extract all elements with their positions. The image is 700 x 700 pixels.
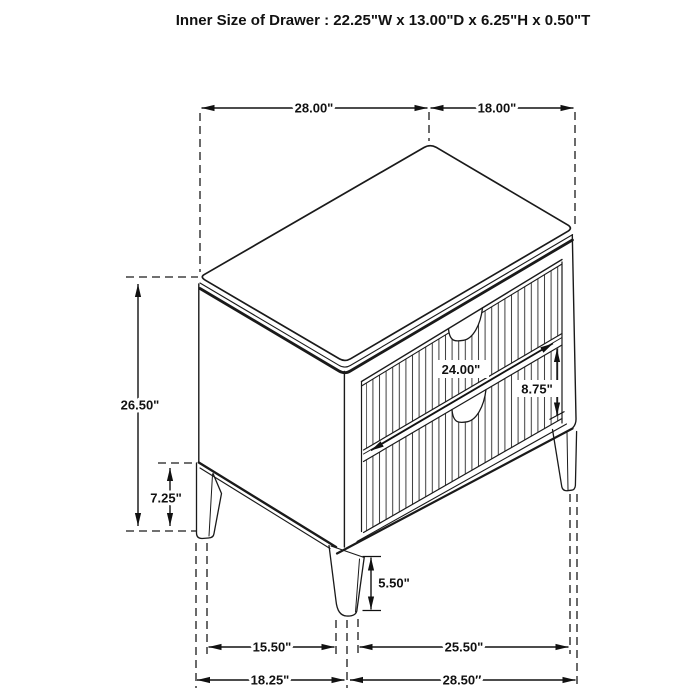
dim-label-top-width: 28.00" xyxy=(294,100,334,116)
dim-label-drawer-height: 8.75" xyxy=(521,381,553,397)
dim-label-overall-height: 26.50" xyxy=(120,397,160,413)
dim-label-base-inner-depth: 25.50" xyxy=(444,639,484,655)
front-leg xyxy=(329,546,364,617)
dim-label-base-outer-width: 18.25" xyxy=(250,672,290,688)
left-side-panel xyxy=(199,284,336,549)
dim-label-leg-clearance: 7.25" xyxy=(150,490,182,506)
dim-label-top-depth: 18.00" xyxy=(477,100,517,116)
dim-label-drawer-width: 24.00" xyxy=(441,362,481,377)
diagram-title: Inner Size of Drawer : 22.25"W x 13.00"D x 6.25"H x 0.50"T xyxy=(175,12,591,29)
right-leg xyxy=(553,430,577,491)
dim-label-base-outer-depth: 28.50″ xyxy=(442,672,482,688)
dim-label-base-inner-width: 15.50" xyxy=(252,639,292,655)
right-edge xyxy=(562,235,576,428)
dim-label-front-leg-height: 5.50" xyxy=(378,575,410,591)
front-corner-stile xyxy=(344,372,361,548)
